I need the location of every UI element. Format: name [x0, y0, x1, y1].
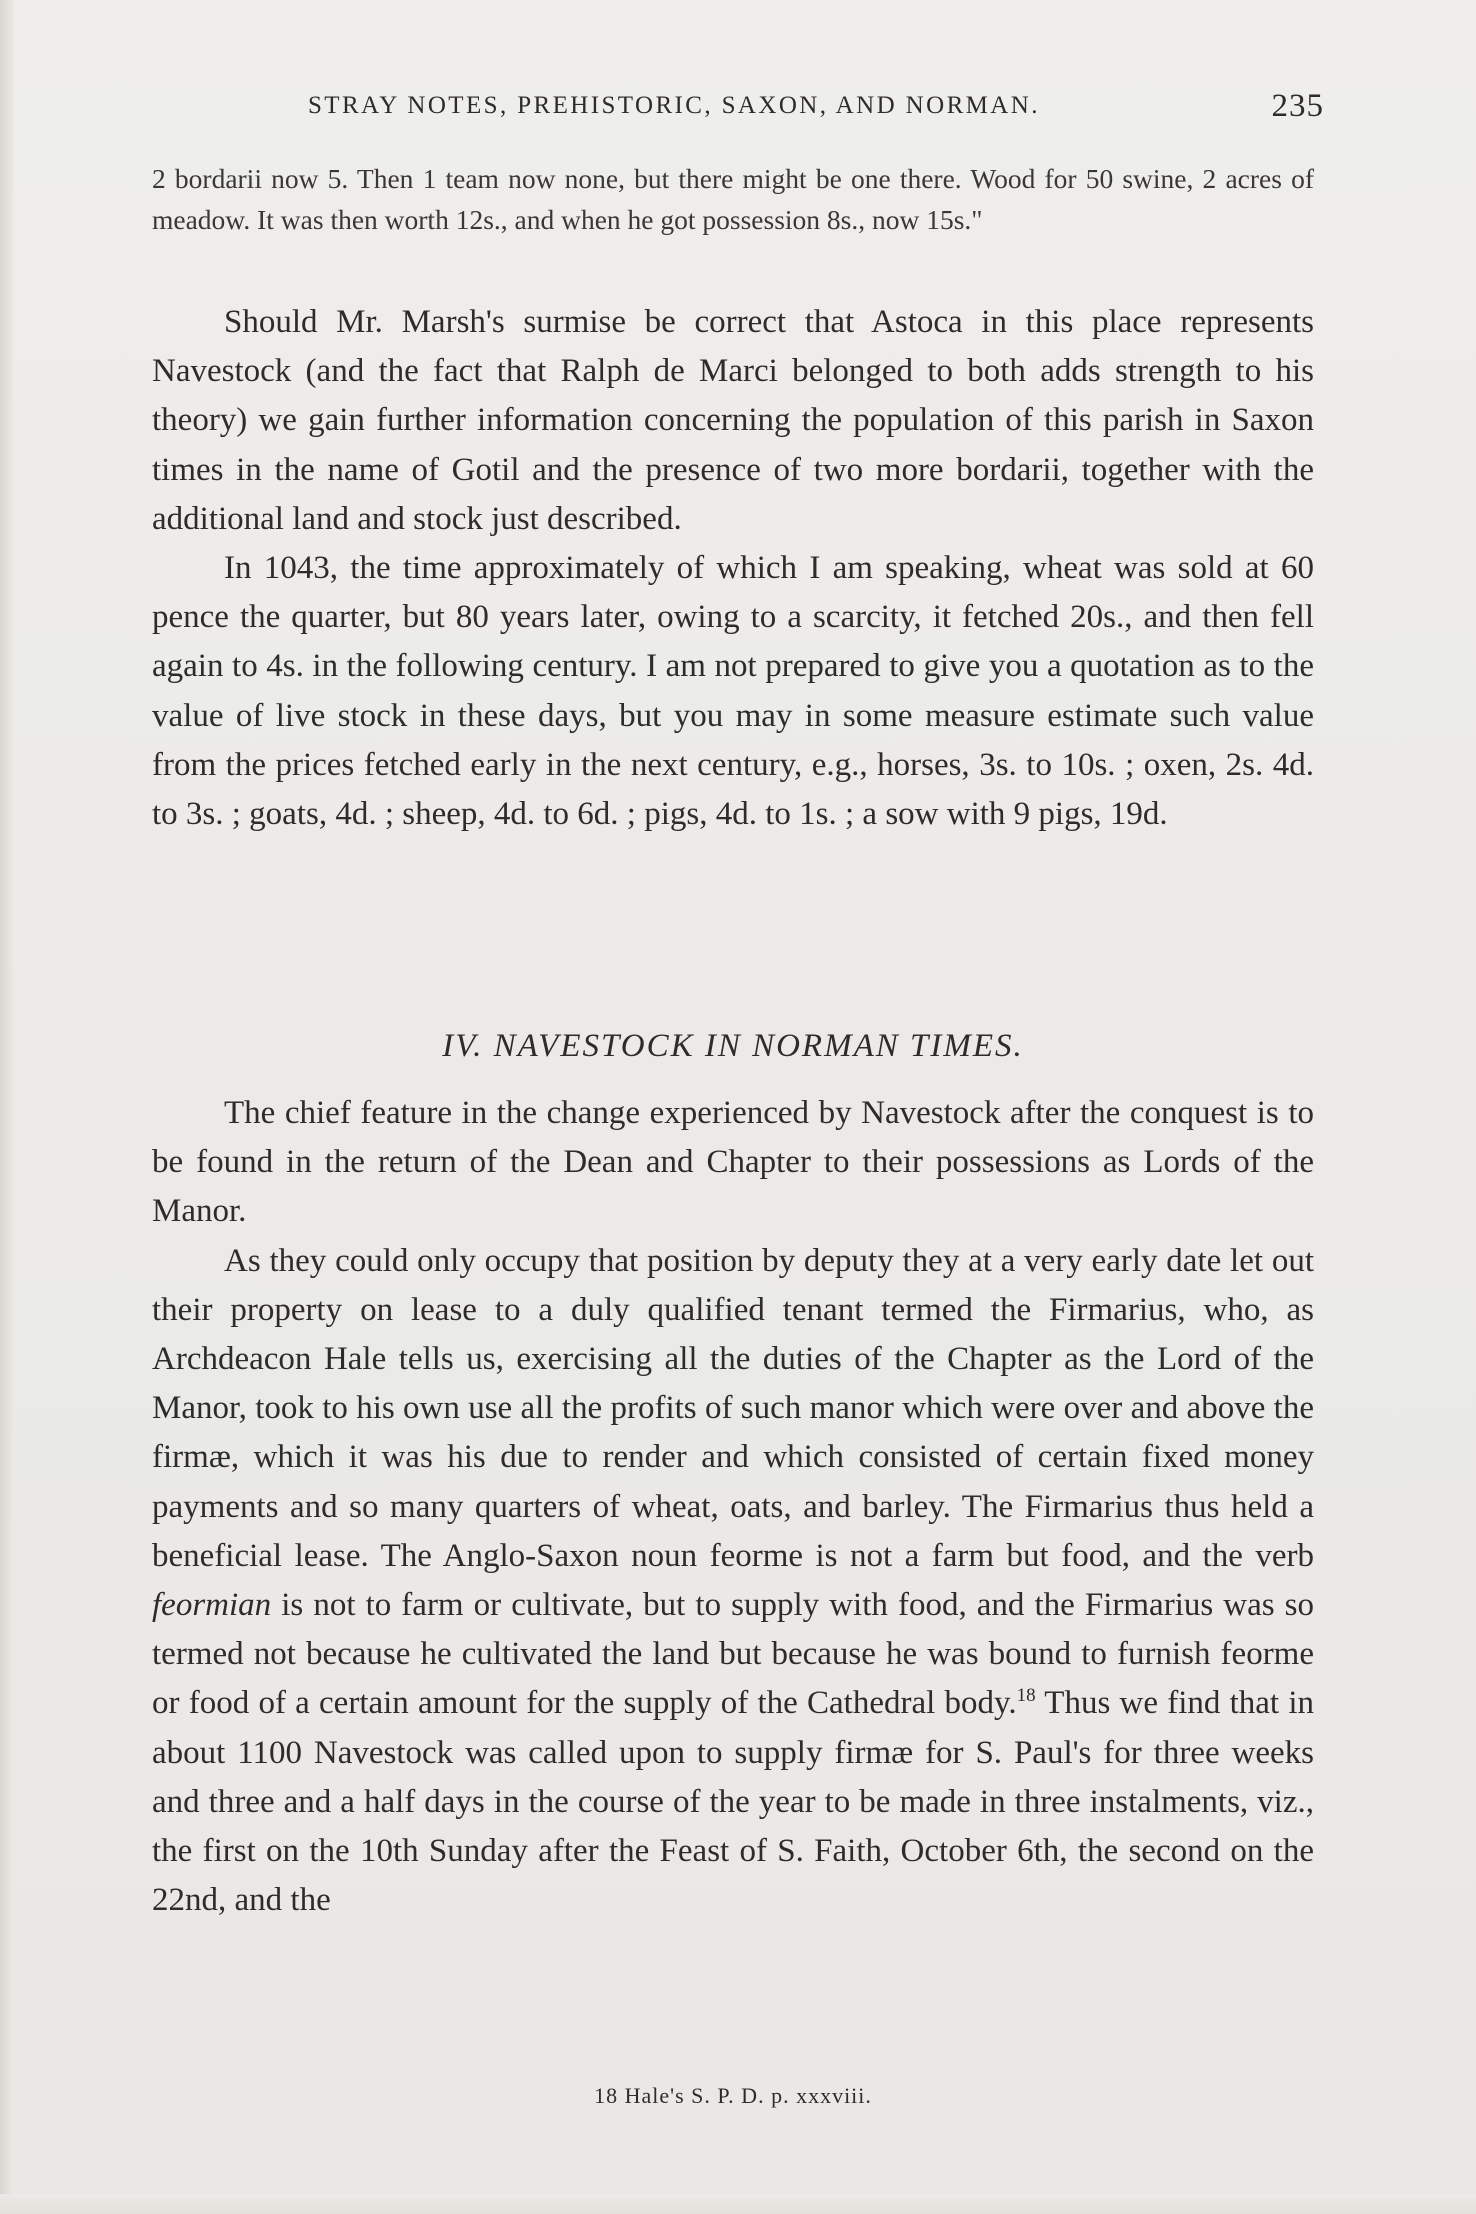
body-text-section-iv: [152, 1089, 1314, 1925]
body-text-section-iii: [152, 298, 1314, 839]
page-header: [148, 88, 1324, 128]
paragraph-marsh-surmise: Should Mr. Marsh's surmise be correct that Astoca in this place represents Navestock (and the fact that Ralph de Marci belonged to both adds strength to his theory) we gain further information concerning the population of this parish in Saxon times in the name of Gotil and the presence of two more bordarii, together with the additional land and stock just described.: [152, 304, 1314, 537]
paragraph-firmarius-part-a: As they could only occupy that position by deputy they at a very early date let out their property on lease to a duly qualified tenant termed the Firmarius, who, as Archdeacon Hale tells us, exercising all the duties of the Chapter as the Lord of the Manor, took to his own use all the profits of such manor which were over and above the firmæ, which it was his due to render and which consisted of certain fixed money payments and so many quarters of wheat, oats, and barley. The Firmarius thus held a beneficial lease. The Anglo-Saxon noun feorme is not a farm but food, and the verb: [152, 1242, 1314, 1574]
quote-text: 2 bordarii now 5. Then 1 team now none, but there might be one there. Wood for 50 swine, 2 acres of meadow. It was then worth 12s., and when he got possession 8s., now 15s.": [152, 163, 1314, 235]
page-gutter-shadow: [0, 0, 14, 2214]
footnote-reference-18[interactable]: 18: [1016, 1685, 1036, 1707]
paragraph-firmarius: [152, 1237, 1314, 1926]
page-number: 235: [1271, 88, 1324, 124]
section-heading: IV. NAVESTOCK IN NORMAN TIMES.: [442, 1028, 1024, 1064]
paragraph-chief-feature: The chief feature in the change experienced by Navestock after the conquest is to be found in the return of the Dean and Chapter to their possessions as Lords of the Manor.: [152, 1095, 1314, 1230]
running-title: STRAY NOTES, PREHISTORIC, SAXON, AND NORMAN.: [308, 92, 1040, 119]
paragraph-firmarius-part-b: is not to farm or cultivate, but to supply with food, and the Firmarius was so termed not because he cultivated the land but because he was bound to furnish feorme or food of a certain amount for the supply of the Cathedral body.: [152, 1587, 1315, 1722]
page-bottom-edge: [0, 2194, 1476, 2214]
domesday-quote: [152, 158, 1314, 240]
italic-term-feormian: feormian: [152, 1587, 272, 1624]
paragraph-wheat-prices: In 1043, the time approximately of which I am speaking, wheat was sold at 60 pence the quarter, but 80 years later, owing to a scarcity, it fetched 20s., and then fell again to 4s. in the following century. I am not prepared to give you a quotation as to the value of live stock in these days, but you may in some measure estimate such value from the prices fetched early in the next century, e.g., horses, 3s. to 10s. ; oxen, 2s. 4d. to 3s. ; goats, 4d. ; sheep, 4d. to 6d. ; pigs, 4d. to 1s. ; a sow with 9 pigs, 19d.: [152, 550, 1314, 833]
footnote-18: 18 Hale's S. P. D. p. xxxviii.: [594, 2083, 872, 2108]
paragraph-firmarius-part-c: Thus we find that in about 1100 Navestock was called upon to supply firmæ for S. Paul's for three weeks and three and a half days in the course of the year to be made in three instalments, viz., the first on the 10th Sunday after the Feast of S. Faith, October 6th, the second on the 22nd, and the: [152, 1685, 1314, 1919]
